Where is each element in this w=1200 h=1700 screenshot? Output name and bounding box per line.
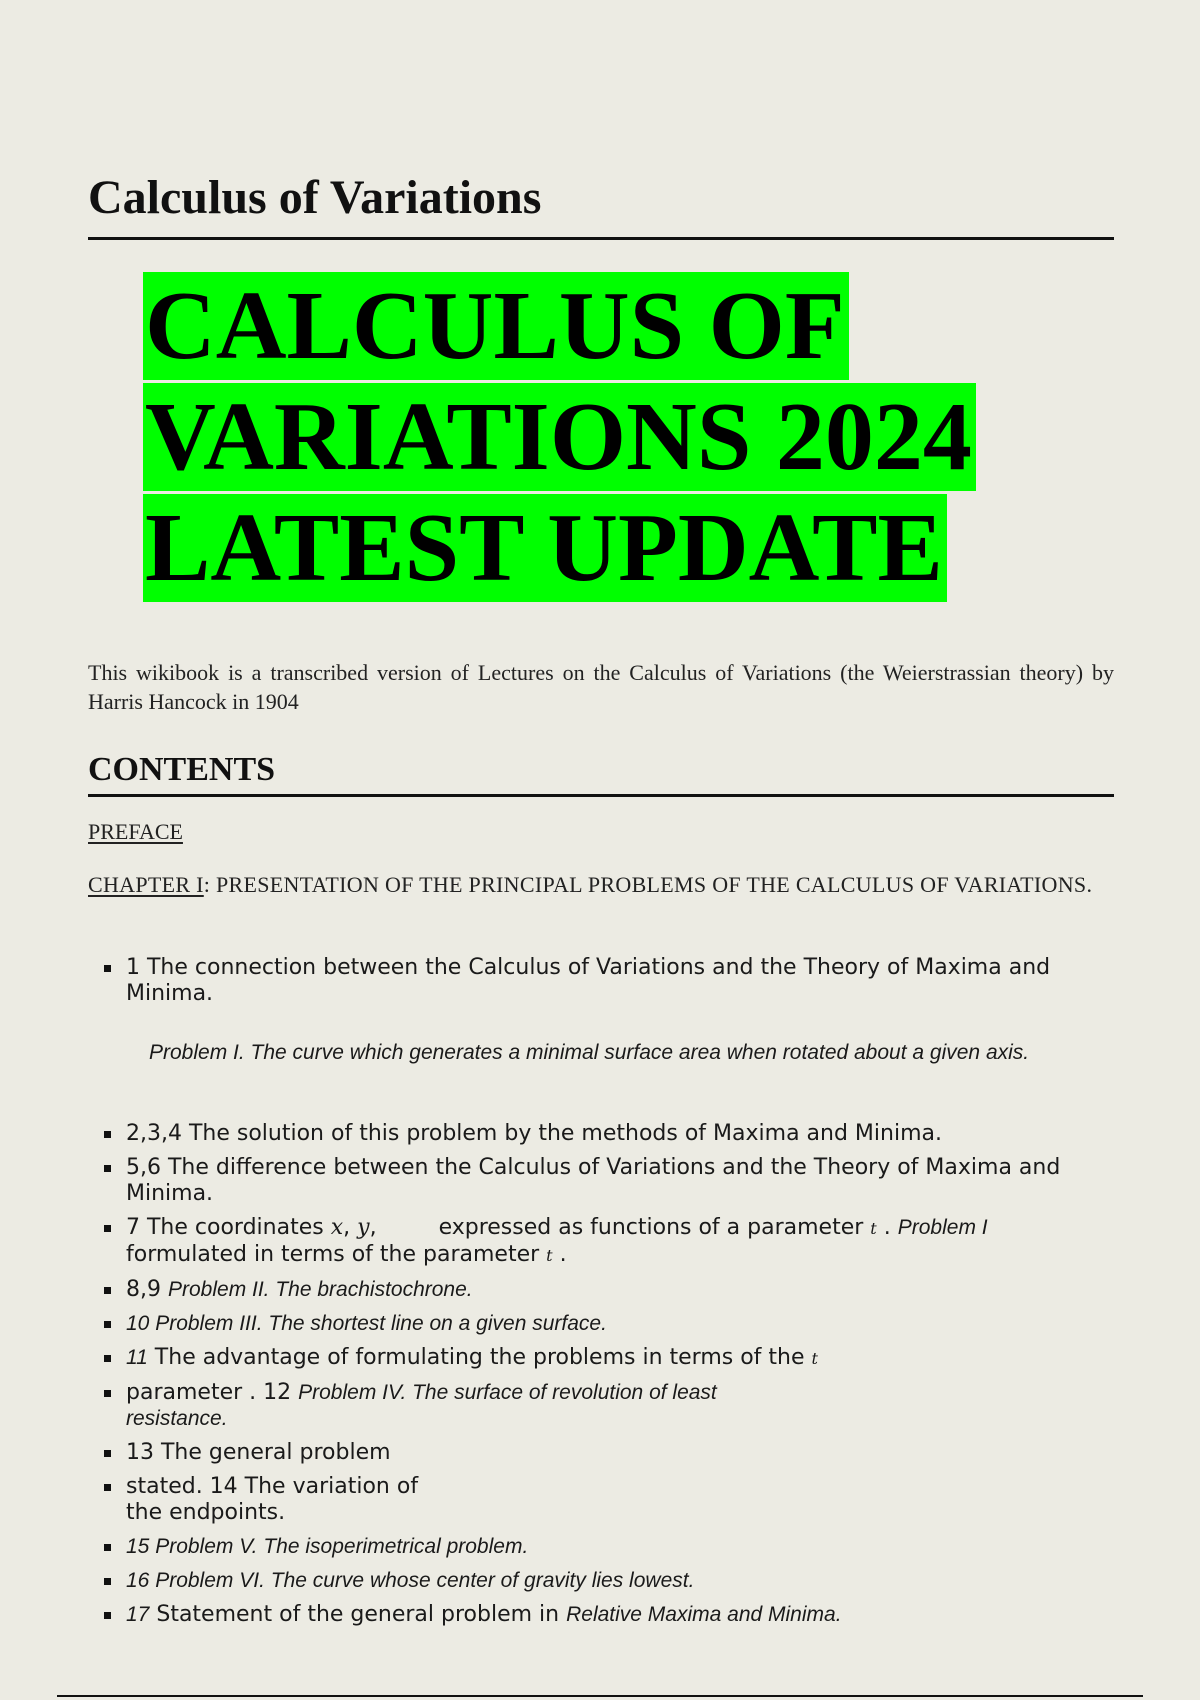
list-item: 2,3,4 The solution of this problem by the methods of Maxima and Minima.: [88, 1121, 1114, 1147]
list-item: 5,6 The difference between the Calculus of Variations and the Theory of Maxima and Minima.: [88, 1155, 1114, 1207]
list-item: 11 The advantage of formulating the problems in terms of the t: [88, 1345, 1114, 1372]
contents-list-top: [88, 955, 1114, 1015]
page-title: Calculus of Variations: [88, 171, 542, 224]
contents-list: [88, 1121, 1114, 1636]
bullet-icon: [104, 1131, 111, 1138]
bullet-icon: [104, 1390, 111, 1397]
bullet-icon: [104, 1578, 111, 1585]
math-t: t: [811, 1349, 818, 1368]
contents-divider: [88, 794, 1114, 797]
chapter-1-title: : PRESENTATION OF THE PRINCIPAL PROBLEMS OF THE CALCULUS OF VARIATIONS.: [203, 872, 1093, 897]
bullet-icon: [104, 965, 111, 972]
bullet-icon: [104, 1544, 111, 1551]
list-item: 7 The coordinates x, y, expressed as functions of a parameter t . Problem I formulated in terms of the parameter t .: [88, 1215, 1114, 1269]
problem-1-note: Problem I. The curve which generates a minimal surface area when rotated about a given axis.: [149, 1041, 1030, 1064]
contents-heading: CONTENTS: [88, 751, 276, 788]
list-item: 8,9 Problem II. The brachistochrone.: [88, 1277, 1114, 1303]
chapter-1-heading: [88, 870, 1114, 900]
banner-line-3: LATEST UPDATE: [143, 493, 976, 604]
list-item: 1 The connection between the Calculus of Variations and the Theory of Maxima and Minima.: [88, 955, 1114, 1007]
bullet-icon: [104, 1355, 111, 1362]
math-t: t: [870, 1219, 877, 1238]
bullet-icon: [104, 1612, 111, 1619]
preface-link[interactable]: PREFACE: [88, 819, 183, 844]
math-y: y: [357, 1215, 370, 1240]
bullet-icon: [104, 1321, 111, 1328]
list-item: 16 Problem VI. The curve whose center of gravity lies lowest.: [88, 1568, 1114, 1594]
list-item: parameter . 12 Problem IV. The surface of revolution of least resistance.: [88, 1380, 1114, 1432]
banner-line-1: CALCULUS OF: [143, 271, 976, 382]
math-t: t: [546, 1246, 553, 1265]
footer-divider: [57, 1695, 1143, 1697]
list-item: 10 Problem III. The shortest line on a given surface.: [88, 1311, 1114, 1337]
chapter-1-link[interactable]: CHAPTER I: [88, 872, 204, 897]
banner-line-2: VARIATIONS 2024: [143, 382, 976, 493]
math-x: x: [330, 1215, 344, 1240]
bullet-icon: [104, 1287, 111, 1294]
bullet-icon: [104, 1484, 111, 1491]
list-item: 15 Problem V. The isoperimetrical problem.: [88, 1534, 1114, 1560]
list-item: stated. 14 The variation of the endpoints.: [88, 1474, 1114, 1526]
bullet-icon: [104, 1165, 111, 1172]
highlighted-banner: [143, 271, 976, 604]
list-item: 17 Statement of the general problem in Relative Maxima and Minima.: [88, 1602, 1114, 1628]
title-divider: [88, 237, 1114, 240]
bullet-icon: [104, 1225, 111, 1232]
intro-paragraph: This wikibook is a transcribed version of Lectures on the Calculus of Variations (the Weierstrassian theory) by Harris Hancock in 1904: [88, 660, 1114, 714]
bullet-icon: [104, 1450, 111, 1457]
list-item: 13 The general problem: [88, 1440, 1114, 1466]
